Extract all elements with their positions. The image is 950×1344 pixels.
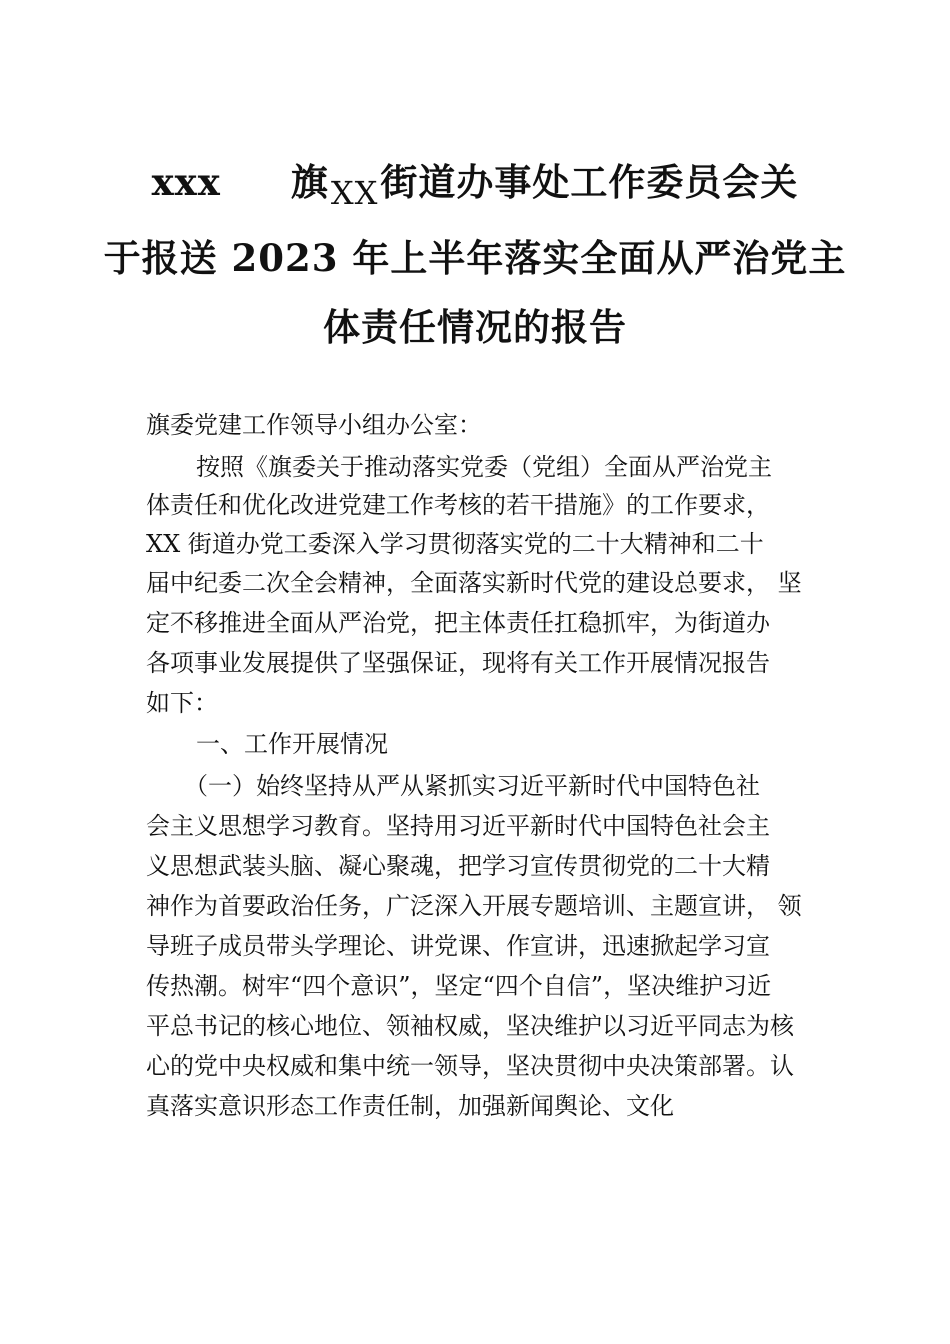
- title-part-b: 街道办事处工作委员会关: [380, 160, 799, 204]
- body-line: 会主义思想学习教育。坚持用习近平新时代中国特色社会主: [146, 812, 770, 840]
- body-line: 传热潮。树牢“四个意识”，坚定“四个自信”，坚决维护习近: [146, 972, 772, 1000]
- body-line: 届中纪委二次全会精神，全面落实新时代党的建设总要求， 坚: [146, 569, 802, 597]
- document-title-line-2: 于报送 2023 年上半年落实全面从严治党主: [103, 236, 847, 280]
- body-line: 神作为首要政治任务，广泛深入开展专题培训、主题宣讲， 领: [146, 892, 802, 920]
- title-placeholder-xx: XX: [330, 174, 379, 212]
- body-line: XX 街道办党工委深入学习贯彻落实党的二十大精神和二十: [146, 530, 764, 558]
- body-line: 体责任和优化改进党建工作考核的若干措施》的工作要求，: [146, 491, 770, 519]
- body-line: 心的党中央权威和集中统一领导，坚决贯彻中央决策部署。认: [146, 1052, 794, 1080]
- section-heading: 一、工作开展情况: [196, 730, 388, 758]
- title-part-a: 旗: [290, 160, 329, 204]
- body-line: 平总书记的核心地位、领袖权威，坚决维护以习近平同志为核: [146, 1012, 794, 1040]
- body-line: 真落实意识形态工作责任制，加强新闻舆论、文化: [146, 1092, 674, 1120]
- body-line: 按照《旗委关于推动落实党委（党组）全面从严治党主: [196, 453, 772, 481]
- salutation: 旗委党建工作领导小组办公室：: [146, 411, 482, 439]
- body-line: 各项事业发展提供了坚强保证，现将有关工作开展情况报告: [146, 649, 770, 677]
- body-line: 如下：: [146, 689, 218, 717]
- subsection-heading: （一）始终坚持从严从紧抓实习近平新时代中国特色社: [184, 772, 760, 800]
- document-title-line-1: [0, 160, 950, 212]
- body-line: 导班子成员带头学理论、讲党课、作宣讲，迅速掀起学习宣: [146, 932, 770, 960]
- document-title-line-3: 体责任情况的报告: [323, 305, 627, 349]
- body-line: 定不移推进全面从严治党，把主体责任扛稳抓牢，为街道办: [146, 609, 770, 637]
- body-line: 义思想武装头脑、凝心聚魂，把学习宣传贯彻党的二十大精: [146, 852, 770, 880]
- title-prefix: xxx: [151, 160, 221, 204]
